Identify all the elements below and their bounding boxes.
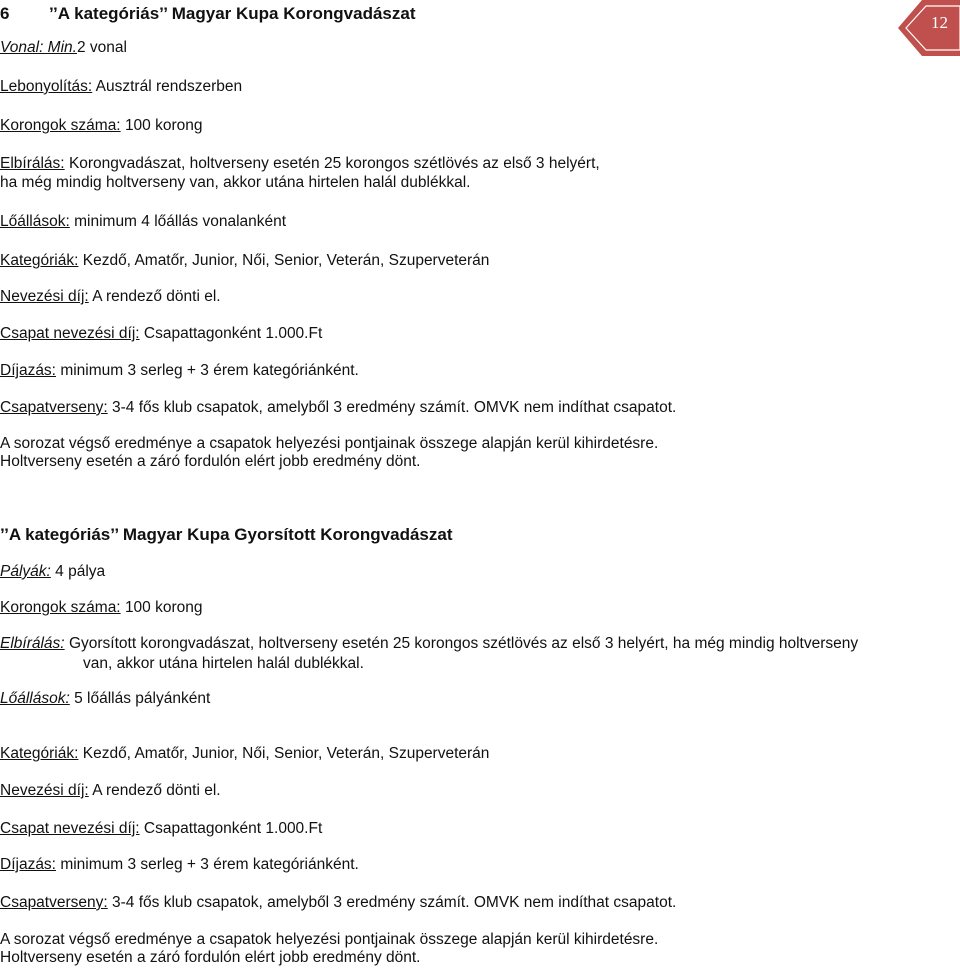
section1-loallasok [0,213,286,231]
csapat-nevezesi-value: Csapattagonként 1.000.Ft [143,820,323,837]
section2-csapatverseny [0,894,676,912]
csapatverseny-label: Csapatverseny: [0,894,108,911]
korongok-value: 100 korong [124,599,203,616]
section1-title: ’’A kategóriás’’ Magyar Kupa Korongvadászat [48,4,416,23]
section1-elbiralas [0,155,600,173]
palyak-label: Pályák: [0,563,51,580]
korongok-label: Korongok száma: [0,599,121,616]
loallasok-value: 5 lőállás pályánként [74,690,211,707]
section1-dijazas [0,362,359,380]
section1-lebonyolitas [0,78,242,96]
elbiralas-label: Elbírálás: [0,635,65,652]
loallasok-label: Lőállások: [0,213,70,230]
lebonyolitas-value: Ausztrál rendszerben [95,78,243,95]
section1-number: 6 [0,4,10,23]
lebonyolitas-label: Lebonyolítás: [0,78,93,95]
section1-sorozat-line2: Holtverseny esetén a záró fordulón elért jobb eredmény dönt. [0,453,421,470]
section1-kategoriak [0,252,489,270]
section1-nevezesi [0,288,221,306]
section1-csapat-nevezesi [0,325,322,343]
loallasok-value: minimum 4 lőállás vonalanként [74,213,287,230]
section2-nevezesi [0,782,221,800]
section2-sorozat-line1: A sorozat végső eredménye a csapatok helyezési pontjainak összege alapján kerül kihirdetésre. [0,931,659,948]
vonal-value: 2 vonal [76,39,127,56]
kategoriak-value: Kezdő, Amatőr, Junior, Női, Senior, Veterán, Szuperveterán [82,745,490,762]
korongok-value: 100 korong [124,117,203,134]
section2-dijazas [0,856,359,874]
loallasok-label: Lőállások: [0,690,70,707]
section2-elbiralas [0,635,858,653]
page-badge-shape [898,0,960,56]
section1-csapatverseny [0,399,676,417]
section2-korongok [0,599,203,617]
page-number: 12 [931,13,948,32]
dijazas-label: Díjazás: [0,362,56,379]
nevezesi-value: A rendező dönti el. [92,288,221,305]
dijazas-value: minimum 3 serleg + 3 érem kategóriánként. [60,362,359,379]
kategoriak-label: Kategóriák: [0,745,79,762]
elbiralas-line1: Korongvadászat, holtverseny esetén 25 korongos szétlövés az első 3 helyért, [68,155,600,172]
page-number-badge [898,0,960,56]
nevezesi-label: Nevezési díj: [0,782,89,799]
vonal-label: Vonal: Min. [0,39,77,56]
nevezesi-label: Nevezési díj: [0,288,89,305]
palyak-value: 4 pálya [55,563,106,580]
elbiralas-line1: Gyorsított korongvadászat, holtverseny esetén 25 korongos szétlövés az első 3 helyért, ha még mindig holtverseny [68,635,859,652]
csapat-nevezesi-value: Csapattagonként 1.000.Ft [143,325,323,342]
dijazas-label: Díjazás: [0,856,56,873]
section1-elbiralas-line2: ha még mindig holtverseny van, akkor utána hirtelen halál dublékkal. [0,174,471,191]
section1-vonal [0,39,127,57]
nevezesi-value: A rendező dönti el. [92,782,221,799]
section2-kategoriak [0,745,489,763]
section2-csapat-nevezesi [0,820,322,838]
section1-sorozat-line1: A sorozat végső eredménye a csapatok helyezési pontjainak összege alapján kerül kihirdetésre. [0,435,659,452]
section2-sorozat-line2: Holtverseny esetén a záró fordulón elért jobb eredmény dönt. [0,949,421,966]
csapatverseny-value: 3-4 fős klub csapatok, amelyből 3 eredmény számít. OMVK nem indíthat csapatot. [112,894,677,911]
section2-elbiralas-line2: van, akkor utána hirtelen halál dublékkal. [83,655,364,672]
section2-loallasok [0,690,210,708]
section2-palyak [0,563,105,581]
kategoriak-value: Kezdő, Amatőr, Junior, Női, Senior, Veterán, Szuperveterán [82,252,490,269]
section1-korongok [0,117,203,135]
csapatverseny-value: 3-4 fős klub csapatok, amelyből 3 eredmény számít. OMVK nem indíthat csapatot. [112,399,677,416]
dijazas-value: minimum 3 serleg + 3 érem kategóriánként. [60,856,359,873]
csapatverseny-label: Csapatverseny: [0,399,108,416]
section1-heading [0,4,415,24]
korongok-label: Korongok száma: [0,117,121,134]
elbiralas-label: Elbírálás: [0,155,65,172]
csapat-nevezesi-label: Csapat nevezési díj: [0,325,140,342]
csapat-nevezesi-label: Csapat nevezési díj: [0,820,140,837]
kategoriak-label: Kategóriák: [0,252,79,269]
section2-title: ’’A kategóriás’’ Magyar Kupa Gyorsított Korongvadászat [0,525,453,544]
